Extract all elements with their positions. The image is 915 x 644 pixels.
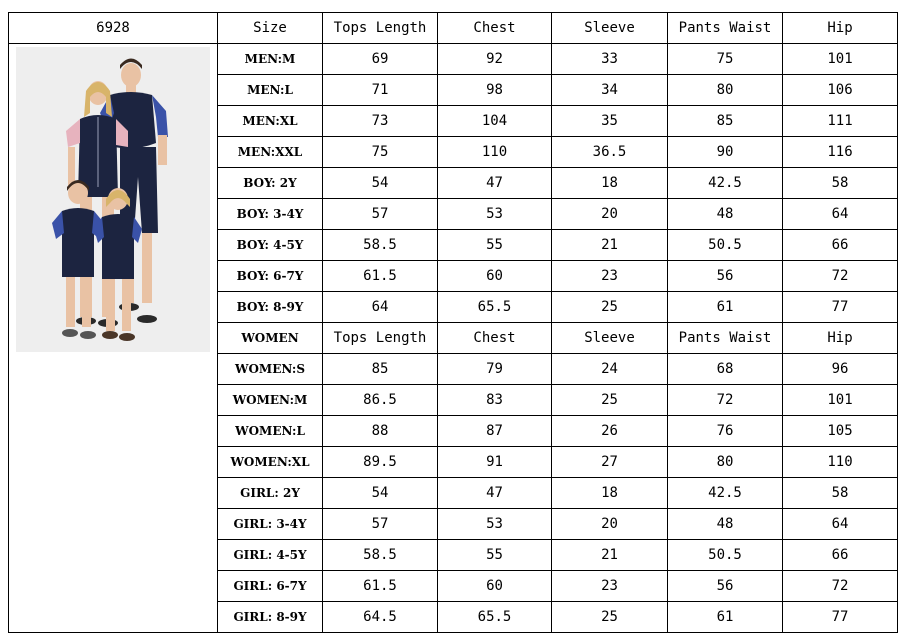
- measurement-cell: 25: [552, 292, 668, 323]
- measurement-cell: 90: [668, 137, 783, 168]
- measurement-cell: 61: [668, 602, 783, 633]
- measurement-cell: 60: [438, 261, 552, 292]
- size-label: BOY: 4-5Y: [218, 230, 323, 261]
- measurement-cell: 106: [783, 75, 898, 106]
- measurement-cell: 116: [783, 137, 898, 168]
- measurement-cell: 50.5: [668, 230, 783, 261]
- measurement-cell: 77: [783, 602, 898, 633]
- measurement-cell: 96: [783, 354, 898, 385]
- size-chart-table: [8, 12, 898, 633]
- measurement-cell: 55: [438, 230, 552, 261]
- size-label: BOY: 8-9Y: [218, 292, 323, 323]
- measurement-cell: 85: [323, 354, 438, 385]
- size-label: BOY: 6-7Y: [218, 261, 323, 292]
- measurement-cell: 80: [668, 447, 783, 478]
- size-label: MEN:XL: [218, 106, 323, 137]
- measurement-cell: 86.5: [323, 385, 438, 416]
- measurement-cell: 54: [323, 478, 438, 509]
- measurement-cell: 72: [783, 261, 898, 292]
- measurement-cell: 35: [552, 106, 668, 137]
- measurement-cell: 26: [552, 416, 668, 447]
- size-label: MEN:M: [218, 44, 323, 75]
- measurement-cell: 58.5: [323, 540, 438, 571]
- size-label: MEN:XXL: [218, 137, 323, 168]
- measurement-cell: 20: [552, 509, 668, 540]
- measurement-cell: 73: [323, 106, 438, 137]
- measurement-cell: 60: [438, 571, 552, 602]
- size-label: WOMEN:XL: [218, 447, 323, 478]
- size-label: BOY: 2Y: [218, 168, 323, 199]
- women-header-women: WOMEN: [218, 323, 323, 354]
- measurement-cell: 18: [552, 478, 668, 509]
- measurement-cell: 92: [438, 44, 552, 75]
- measurement-cell: 61.5: [323, 571, 438, 602]
- measurement-cell: 72: [668, 385, 783, 416]
- measurement-cell: 77: [783, 292, 898, 323]
- measurement-cell: 57: [323, 199, 438, 230]
- size-label: WOMEN:S: [218, 354, 323, 385]
- measurement-cell: 53: [438, 509, 552, 540]
- measurement-cell: 48: [668, 199, 783, 230]
- measurement-cell: 69: [323, 44, 438, 75]
- measurement-cell: 66: [783, 230, 898, 261]
- measurement-cell: 23: [552, 571, 668, 602]
- size-label: GIRL: 8-9Y: [218, 602, 323, 633]
- measurement-cell: 101: [783, 44, 898, 75]
- measurement-cell: 91: [438, 447, 552, 478]
- measurement-cell: 25: [552, 602, 668, 633]
- measurement-cell: 80: [668, 75, 783, 106]
- header-row: [9, 13, 898, 44]
- header-sleeve: Sleeve: [552, 13, 668, 44]
- measurement-cell: 87: [438, 416, 552, 447]
- measurement-cell: 110: [438, 137, 552, 168]
- header-tops-length: Tops Length: [323, 13, 438, 44]
- measurement-cell: 68: [668, 354, 783, 385]
- measurement-cell: 83: [438, 385, 552, 416]
- size-label: GIRL: 6-7Y: [218, 571, 323, 602]
- measurement-cell: 25: [552, 385, 668, 416]
- measurement-cell: 75: [323, 137, 438, 168]
- measurement-cell: 56: [668, 571, 783, 602]
- measurement-cell: 56: [668, 261, 783, 292]
- size-label: BOY: 3-4Y: [218, 199, 323, 230]
- measurement-cell: 64: [783, 509, 898, 540]
- header-size: Size: [218, 13, 323, 44]
- measurement-cell: 64.5: [323, 602, 438, 633]
- measurement-cell: 48: [668, 509, 783, 540]
- women-header-hip: Hip: [783, 323, 898, 354]
- measurement-cell: 33: [552, 44, 668, 75]
- measurement-cell: 79: [438, 354, 552, 385]
- measurement-cell: 50.5: [668, 540, 783, 571]
- measurement-cell: 101: [783, 385, 898, 416]
- measurement-cell: 111: [783, 106, 898, 137]
- measurement-cell: 18: [552, 168, 668, 199]
- measurement-cell: 58.5: [323, 230, 438, 261]
- women-header-pants-waist: Pants Waist: [668, 323, 783, 354]
- measurement-cell: 58: [783, 168, 898, 199]
- measurement-cell: 42.5: [668, 478, 783, 509]
- size-label: GIRL: 2Y: [218, 478, 323, 509]
- measurement-cell: 36.5: [552, 137, 668, 168]
- size-label: GIRL: 3-4Y: [218, 509, 323, 540]
- measurement-cell: 24: [552, 354, 668, 385]
- size-label: GIRL: 4-5Y: [218, 540, 323, 571]
- measurement-cell: 20: [552, 199, 668, 230]
- measurement-cell: 55: [438, 540, 552, 571]
- measurement-cell: 76: [668, 416, 783, 447]
- measurement-cell: 61: [668, 292, 783, 323]
- measurement-cell: 71: [323, 75, 438, 106]
- size-label: WOMEN:M: [218, 385, 323, 416]
- header-chest: Chest: [438, 13, 552, 44]
- measurement-cell: 104: [438, 106, 552, 137]
- measurement-cell: 85: [668, 106, 783, 137]
- measurement-cell: 57: [323, 509, 438, 540]
- measurement-cell: 66: [783, 540, 898, 571]
- family-swimwear-photo: [16, 47, 210, 352]
- measurement-cell: 89.5: [323, 447, 438, 478]
- women-header-sleeve: Sleeve: [552, 323, 668, 354]
- measurement-cell: 53: [438, 199, 552, 230]
- measurement-cell: 61.5: [323, 261, 438, 292]
- measurement-cell: 21: [552, 540, 668, 571]
- product-code: 6928: [9, 13, 218, 44]
- header-pants-waist: Pants Waist: [668, 13, 783, 44]
- measurement-cell: 88: [323, 416, 438, 447]
- measurement-cell: 54: [323, 168, 438, 199]
- size-label: WOMEN:L: [218, 416, 323, 447]
- measurement-cell: 58: [783, 478, 898, 509]
- table-row: [9, 44, 898, 75]
- measurement-cell: 34: [552, 75, 668, 106]
- header-hip: Hip: [783, 13, 898, 44]
- measurement-cell: 47: [438, 478, 552, 509]
- measurement-cell: 64: [323, 292, 438, 323]
- measurement-cell: 110: [783, 447, 898, 478]
- measurement-cell: 64: [783, 199, 898, 230]
- measurement-cell: 72: [783, 571, 898, 602]
- measurement-cell: 47: [438, 168, 552, 199]
- measurement-cell: 27: [552, 447, 668, 478]
- measurement-cell: 23: [552, 261, 668, 292]
- women-header-tops-length: Tops Length: [323, 323, 438, 354]
- measurement-cell: 105: [783, 416, 898, 447]
- measurement-cell: 65.5: [438, 602, 552, 633]
- measurement-cell: 98: [438, 75, 552, 106]
- measurement-cell: 42.5: [668, 168, 783, 199]
- size-label: MEN:L: [218, 75, 323, 106]
- product-photo-cell: [9, 44, 218, 633]
- measurement-cell: 65.5: [438, 292, 552, 323]
- women-header-chest: Chest: [438, 323, 552, 354]
- measurement-cell: 75: [668, 44, 783, 75]
- measurement-cell: 21: [552, 230, 668, 261]
